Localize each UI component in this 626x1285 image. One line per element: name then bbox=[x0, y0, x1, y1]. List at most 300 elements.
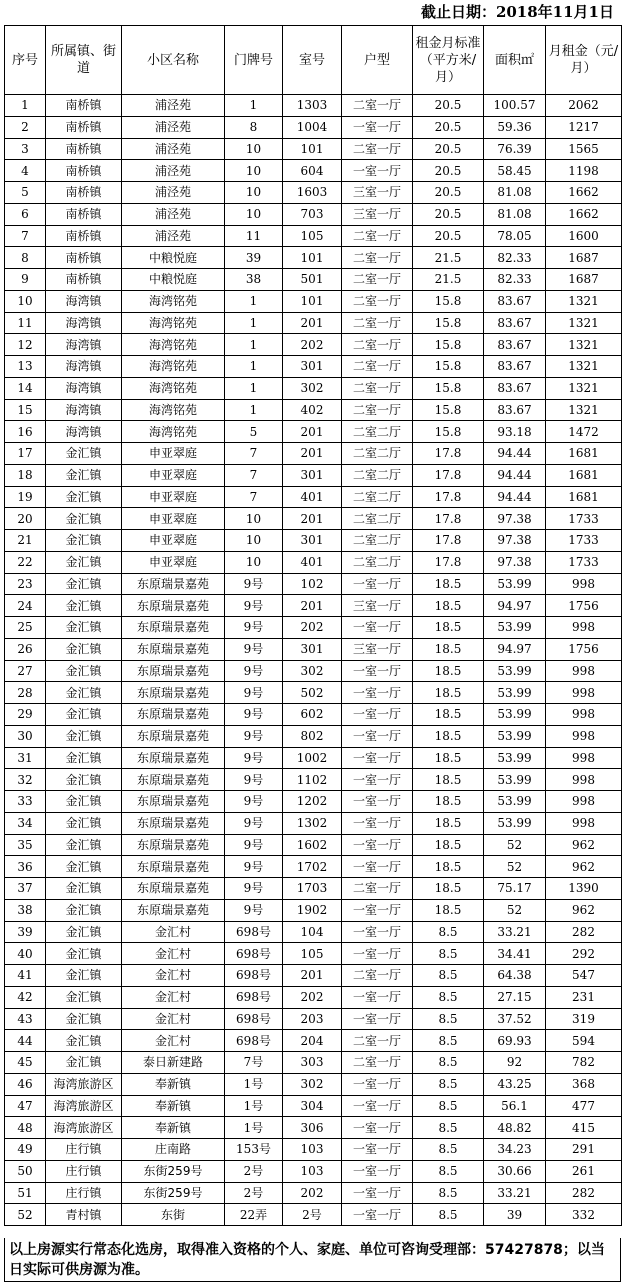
cell-area: 53.99 bbox=[484, 791, 546, 813]
cell-area: 82.33 bbox=[484, 247, 546, 269]
cell-town: 金汇镇 bbox=[46, 1030, 122, 1052]
cell-area: 64.38 bbox=[484, 965, 546, 987]
cell-rent-standard: 18.5 bbox=[413, 638, 484, 660]
cell-town: 南桥镇 bbox=[46, 225, 122, 247]
table-row bbox=[5, 965, 622, 987]
cell-index: 24 bbox=[5, 595, 46, 617]
cell-layout: 一室一厅 bbox=[342, 1008, 413, 1030]
cell-layout: 一室一厅 bbox=[342, 856, 413, 878]
table-row bbox=[5, 443, 622, 465]
cell-community: 东原瑞景嘉苑 bbox=[122, 856, 225, 878]
cell-area: 83.67 bbox=[484, 312, 546, 334]
cell-rent-standard: 18.5 bbox=[413, 682, 484, 704]
cell-town: 金汇镇 bbox=[46, 464, 122, 486]
cell-door-number: 698号 bbox=[225, 965, 283, 987]
cell-layout: 二室二厅 bbox=[342, 508, 413, 530]
cell-monthly-rent: 998 bbox=[546, 682, 622, 704]
cell-door-number: 698号 bbox=[225, 921, 283, 943]
cell-door-number: 10 bbox=[225, 508, 283, 530]
cell-layout: 一室一厅 bbox=[342, 725, 413, 747]
cell-community: 东原瑞景嘉苑 bbox=[122, 791, 225, 813]
cell-town: 海湾旅游区 bbox=[46, 1095, 122, 1117]
cell-town: 金汇镇 bbox=[46, 595, 122, 617]
cell-rent-standard: 8.5 bbox=[413, 1139, 484, 1161]
cell-town: 海湾镇 bbox=[46, 290, 122, 312]
cell-monthly-rent: 1472 bbox=[546, 421, 622, 443]
header-rent-standard: 租金月标准（平方米/月） bbox=[413, 26, 484, 95]
table-row bbox=[5, 704, 622, 726]
cell-layout: 二室一厅 bbox=[342, 95, 413, 117]
table-row bbox=[5, 1117, 622, 1139]
cell-room-number: 1102 bbox=[283, 769, 342, 791]
cell-monthly-rent: 998 bbox=[546, 660, 622, 682]
cell-community: 金汇村 bbox=[122, 1008, 225, 1030]
table-row bbox=[5, 508, 622, 530]
cell-index: 21 bbox=[5, 530, 46, 552]
cell-rent-standard: 8.5 bbox=[413, 1095, 484, 1117]
cell-community: 申亚翠庭 bbox=[122, 464, 225, 486]
cell-rent-standard: 20.5 bbox=[413, 138, 484, 160]
cell-index: 51 bbox=[5, 1182, 46, 1204]
cell-area: 37.52 bbox=[484, 1008, 546, 1030]
cell-door-number: 9号 bbox=[225, 856, 283, 878]
cell-room-number: 602 bbox=[283, 704, 342, 726]
cell-area: 94.44 bbox=[484, 443, 546, 465]
cell-area: 83.67 bbox=[484, 334, 546, 356]
cell-room-number: 1602 bbox=[283, 834, 342, 856]
cell-town: 海湾镇 bbox=[46, 377, 122, 399]
cell-monthly-rent: 1733 bbox=[546, 508, 622, 530]
cell-door-number: 9号 bbox=[225, 878, 283, 900]
cell-town: 南桥镇 bbox=[46, 203, 122, 225]
cell-area: 53.99 bbox=[484, 812, 546, 834]
cell-room-number: 302 bbox=[283, 377, 342, 399]
cell-door-number: 1 bbox=[225, 377, 283, 399]
cell-layout: 一室一厅 bbox=[342, 834, 413, 856]
cell-community: 东街 bbox=[122, 1204, 225, 1226]
cell-index: 37 bbox=[5, 878, 46, 900]
cell-area: 94.44 bbox=[484, 464, 546, 486]
cell-layout: 二室一厅 bbox=[342, 878, 413, 900]
cell-area: 53.99 bbox=[484, 617, 546, 639]
cell-town: 金汇镇 bbox=[46, 943, 122, 965]
cell-rent-standard: 21.5 bbox=[413, 269, 484, 291]
cell-door-number: 698号 bbox=[225, 1008, 283, 1030]
cell-door-number: 9号 bbox=[225, 834, 283, 856]
cell-rent-standard: 20.5 bbox=[413, 182, 484, 204]
cell-index: 45 bbox=[5, 1052, 46, 1074]
cell-door-number: 10 bbox=[225, 203, 283, 225]
cell-door-number: 1 bbox=[225, 95, 283, 117]
table-row bbox=[5, 943, 622, 965]
cell-town: 海湾镇 bbox=[46, 356, 122, 378]
cell-area: 53.99 bbox=[484, 682, 546, 704]
cell-town: 金汇镇 bbox=[46, 965, 122, 987]
cell-door-number: 9号 bbox=[225, 791, 283, 813]
cell-door-number: 7号 bbox=[225, 1052, 283, 1074]
cell-room-number: 1603 bbox=[283, 182, 342, 204]
cell-area: 53.99 bbox=[484, 573, 546, 595]
cell-rent-standard: 15.8 bbox=[413, 334, 484, 356]
cell-index: 29 bbox=[5, 704, 46, 726]
cell-index: 40 bbox=[5, 943, 46, 965]
table-row bbox=[5, 269, 622, 291]
cell-layout: 二室一厅 bbox=[342, 1052, 413, 1074]
header-town: 所属镇、街道 bbox=[46, 26, 122, 95]
deadline-label: 截止日期：2018年11月1日 bbox=[420, 3, 614, 21]
table-row bbox=[5, 899, 622, 921]
table-row bbox=[5, 1052, 622, 1074]
cell-area: 34.41 bbox=[484, 943, 546, 965]
cell-index: 30 bbox=[5, 725, 46, 747]
cell-door-number: 9号 bbox=[225, 573, 283, 595]
cell-layout: 一室一厅 bbox=[342, 791, 413, 813]
cell-monthly-rent: 1687 bbox=[546, 269, 622, 291]
cell-rent-standard: 15.8 bbox=[413, 377, 484, 399]
table-row bbox=[5, 595, 622, 617]
cell-rent-standard: 20.5 bbox=[413, 160, 484, 182]
cell-index: 15 bbox=[5, 399, 46, 421]
cell-community: 东原瑞景嘉苑 bbox=[122, 899, 225, 921]
cell-community: 东原瑞景嘉苑 bbox=[122, 812, 225, 834]
cell-door-number: 9号 bbox=[225, 617, 283, 639]
cell-rent-standard: 8.5 bbox=[413, 1030, 484, 1052]
cell-layout: 二室一厅 bbox=[342, 269, 413, 291]
cell-door-number: 5 bbox=[225, 421, 283, 443]
cell-community: 奉新镇 bbox=[122, 1117, 225, 1139]
cell-door-number: 1 bbox=[225, 334, 283, 356]
cell-rent-standard: 15.8 bbox=[413, 399, 484, 421]
cell-area: 33.21 bbox=[484, 921, 546, 943]
cell-rent-standard: 17.8 bbox=[413, 443, 484, 465]
cell-community: 浦泾苑 bbox=[122, 225, 225, 247]
cell-area: 52 bbox=[484, 834, 546, 856]
table-row bbox=[5, 182, 622, 204]
cell-town: 金汇镇 bbox=[46, 812, 122, 834]
cell-town: 金汇镇 bbox=[46, 508, 122, 530]
cell-index: 20 bbox=[5, 508, 46, 530]
table-row bbox=[5, 1073, 622, 1095]
cell-index: 22 bbox=[5, 551, 46, 573]
table-row bbox=[5, 160, 622, 182]
cell-area: 94.44 bbox=[484, 486, 546, 508]
table-row bbox=[5, 1204, 622, 1226]
cell-room-number: 202 bbox=[283, 1182, 342, 1204]
cell-monthly-rent: 998 bbox=[546, 704, 622, 726]
cell-door-number: 39 bbox=[225, 247, 283, 269]
cell-rent-standard: 8.5 bbox=[413, 965, 484, 987]
cell-community: 海湾铭苑 bbox=[122, 290, 225, 312]
table-row bbox=[5, 486, 622, 508]
table-row bbox=[5, 95, 622, 117]
cell-layout: 三室一厅 bbox=[342, 595, 413, 617]
cell-room-number: 502 bbox=[283, 682, 342, 704]
cell-room-number: 105 bbox=[283, 225, 342, 247]
cell-rent-standard: 8.5 bbox=[413, 1073, 484, 1095]
cell-area: 94.97 bbox=[484, 638, 546, 660]
header-monthly-rent: 月租金（元/月） bbox=[546, 26, 622, 95]
cell-area: 78.05 bbox=[484, 225, 546, 247]
cell-layout: 一室一厅 bbox=[342, 747, 413, 769]
header-index: 序号 bbox=[5, 26, 46, 95]
cell-rent-standard: 8.5 bbox=[413, 1204, 484, 1226]
cell-monthly-rent: 1321 bbox=[546, 290, 622, 312]
cell-town: 庄行镇 bbox=[46, 1182, 122, 1204]
cell-room-number: 306 bbox=[283, 1117, 342, 1139]
cell-layout: 一室一厅 bbox=[342, 1182, 413, 1204]
cell-layout: 一室一厅 bbox=[342, 660, 413, 682]
cell-area: 83.67 bbox=[484, 356, 546, 378]
cell-index: 10 bbox=[5, 290, 46, 312]
cell-monthly-rent: 332 bbox=[546, 1204, 622, 1226]
table-row bbox=[5, 617, 622, 639]
cell-layout: 一室一厅 bbox=[342, 1160, 413, 1182]
cell-town: 海湾旅游区 bbox=[46, 1117, 122, 1139]
cell-area: 83.67 bbox=[484, 399, 546, 421]
cell-room-number: 1902 bbox=[283, 899, 342, 921]
cell-room-number: 1303 bbox=[283, 95, 342, 117]
cell-rent-standard: 18.5 bbox=[413, 899, 484, 921]
cell-layout: 二室二厅 bbox=[342, 464, 413, 486]
cell-door-number: 9号 bbox=[225, 769, 283, 791]
cell-town: 南桥镇 bbox=[46, 116, 122, 138]
cell-area: 27.15 bbox=[484, 986, 546, 1008]
cell-door-number: 7 bbox=[225, 486, 283, 508]
cell-rent-standard: 15.8 bbox=[413, 421, 484, 443]
cell-community: 浦泾苑 bbox=[122, 160, 225, 182]
cell-community: 金汇村 bbox=[122, 1030, 225, 1052]
cell-index: 16 bbox=[5, 421, 46, 443]
cell-rent-standard: 8.5 bbox=[413, 921, 484, 943]
cell-community: 海湾铭苑 bbox=[122, 399, 225, 421]
cell-rent-standard: 18.5 bbox=[413, 812, 484, 834]
table-row bbox=[5, 399, 622, 421]
cell-index: 42 bbox=[5, 986, 46, 1008]
cell-index: 35 bbox=[5, 834, 46, 856]
cell-town: 海湾旅游区 bbox=[46, 1073, 122, 1095]
cell-community: 申亚翠庭 bbox=[122, 508, 225, 530]
cell-layout: 一室一厅 bbox=[342, 986, 413, 1008]
cell-room-number: 1002 bbox=[283, 747, 342, 769]
cell-rent-standard: 20.5 bbox=[413, 225, 484, 247]
cell-index: 1 bbox=[5, 95, 46, 117]
cell-community: 东原瑞景嘉苑 bbox=[122, 617, 225, 639]
cell-room-number: 102 bbox=[283, 573, 342, 595]
cell-monthly-rent: 998 bbox=[546, 725, 622, 747]
header-row bbox=[5, 26, 622, 95]
cell-room-number: 304 bbox=[283, 1095, 342, 1117]
cell-town: 南桥镇 bbox=[46, 95, 122, 117]
cell-rent-standard: 17.8 bbox=[413, 464, 484, 486]
cell-room-number: 401 bbox=[283, 486, 342, 508]
cell-community: 东原瑞景嘉苑 bbox=[122, 769, 225, 791]
cell-area: 53.99 bbox=[484, 725, 546, 747]
cell-index: 25 bbox=[5, 617, 46, 639]
cell-town: 金汇镇 bbox=[46, 834, 122, 856]
cell-monthly-rent: 368 bbox=[546, 1073, 622, 1095]
cell-community: 泰日新建路 bbox=[122, 1052, 225, 1074]
table-row bbox=[5, 1095, 622, 1117]
cell-index: 2 bbox=[5, 116, 46, 138]
cell-room-number: 203 bbox=[283, 1008, 342, 1030]
cell-community: 奉新镇 bbox=[122, 1095, 225, 1117]
cell-index: 3 bbox=[5, 138, 46, 160]
cell-door-number: 9号 bbox=[225, 725, 283, 747]
header-door-number: 门牌号 bbox=[225, 26, 283, 95]
cell-community: 申亚翠庭 bbox=[122, 530, 225, 552]
cell-index: 34 bbox=[5, 812, 46, 834]
cell-rent-standard: 8.5 bbox=[413, 1160, 484, 1182]
cell-town: 南桥镇 bbox=[46, 247, 122, 269]
cell-door-number: 9号 bbox=[225, 660, 283, 682]
cell-community: 浦泾苑 bbox=[122, 182, 225, 204]
cell-room-number: 402 bbox=[283, 399, 342, 421]
cell-rent-standard: 8.5 bbox=[413, 1008, 484, 1030]
cell-index: 28 bbox=[5, 682, 46, 704]
header-layout: 户型 bbox=[342, 26, 413, 95]
cell-monthly-rent: 998 bbox=[546, 791, 622, 813]
table-row bbox=[5, 1008, 622, 1030]
cell-monthly-rent: 1198 bbox=[546, 160, 622, 182]
table-row bbox=[5, 203, 622, 225]
cell-index: 13 bbox=[5, 356, 46, 378]
cell-rent-standard: 8.5 bbox=[413, 1117, 484, 1139]
cell-community: 庄南路 bbox=[122, 1139, 225, 1161]
cell-room-number: 101 bbox=[283, 138, 342, 160]
cell-town: 金汇镇 bbox=[46, 638, 122, 660]
cell-door-number: 9号 bbox=[225, 899, 283, 921]
cell-layout: 一室一厅 bbox=[342, 943, 413, 965]
cell-monthly-rent: 1321 bbox=[546, 356, 622, 378]
table-row bbox=[5, 1139, 622, 1161]
cell-room-number: 604 bbox=[283, 160, 342, 182]
cell-door-number: 9号 bbox=[225, 595, 283, 617]
cell-index: 43 bbox=[5, 1008, 46, 1030]
table-row bbox=[5, 682, 622, 704]
cell-layout: 二室二厅 bbox=[342, 551, 413, 573]
cell-layout: 一室一厅 bbox=[342, 812, 413, 834]
cell-index: 41 bbox=[5, 965, 46, 987]
cell-door-number: 1号 bbox=[225, 1095, 283, 1117]
cell-community: 东原瑞景嘉苑 bbox=[122, 704, 225, 726]
cell-layout: 一室一厅 bbox=[342, 160, 413, 182]
cell-index: 26 bbox=[5, 638, 46, 660]
cell-layout: 二室一厅 bbox=[342, 290, 413, 312]
cell-door-number: 1 bbox=[225, 399, 283, 421]
cell-rent-standard: 18.5 bbox=[413, 856, 484, 878]
cell-rent-standard: 18.5 bbox=[413, 595, 484, 617]
cell-layout: 二室一厅 bbox=[342, 1030, 413, 1052]
cell-index: 4 bbox=[5, 160, 46, 182]
table-row bbox=[5, 530, 622, 552]
cell-town: 金汇镇 bbox=[46, 551, 122, 573]
cell-monthly-rent: 1565 bbox=[546, 138, 622, 160]
cell-area: 97.38 bbox=[484, 530, 546, 552]
table-row bbox=[5, 464, 622, 486]
cell-rent-standard: 18.5 bbox=[413, 573, 484, 595]
cell-room-number: 202 bbox=[283, 986, 342, 1008]
cell-town: 金汇镇 bbox=[46, 486, 122, 508]
cell-monthly-rent: 1756 bbox=[546, 638, 622, 660]
table-row bbox=[5, 725, 622, 747]
cell-monthly-rent: 1681 bbox=[546, 443, 622, 465]
cell-town: 海湾镇 bbox=[46, 399, 122, 421]
cell-index: 47 bbox=[5, 1095, 46, 1117]
cell-town: 金汇镇 bbox=[46, 899, 122, 921]
cell-layout: 二室一厅 bbox=[342, 334, 413, 356]
cell-area: 53.99 bbox=[484, 747, 546, 769]
table-row bbox=[5, 116, 622, 138]
cell-rent-standard: 8.5 bbox=[413, 1052, 484, 1074]
cell-layout: 二室二厅 bbox=[342, 421, 413, 443]
cell-door-number: 9号 bbox=[225, 682, 283, 704]
cell-index: 46 bbox=[5, 1073, 46, 1095]
cell-layout: 二室二厅 bbox=[342, 530, 413, 552]
cell-area: 97.38 bbox=[484, 508, 546, 530]
cell-town: 金汇镇 bbox=[46, 791, 122, 813]
cell-monthly-rent: 998 bbox=[546, 747, 622, 769]
cell-room-number: 1703 bbox=[283, 878, 342, 900]
cell-door-number: 2号 bbox=[225, 1160, 283, 1182]
cell-index: 19 bbox=[5, 486, 46, 508]
cell-index: 32 bbox=[5, 769, 46, 791]
table-row bbox=[5, 225, 622, 247]
table-row bbox=[5, 573, 622, 595]
cell-room-number: 2号 bbox=[283, 1204, 342, 1226]
cell-index: 27 bbox=[5, 660, 46, 682]
cell-room-number: 802 bbox=[283, 725, 342, 747]
cell-layout: 一室一厅 bbox=[342, 1095, 413, 1117]
cell-town: 金汇镇 bbox=[46, 921, 122, 943]
cell-community: 东原瑞景嘉苑 bbox=[122, 747, 225, 769]
table-row bbox=[5, 138, 622, 160]
cell-room-number: 101 bbox=[283, 290, 342, 312]
cell-door-number: 8 bbox=[225, 116, 283, 138]
cell-community: 东街259号 bbox=[122, 1182, 225, 1204]
table-row bbox=[5, 921, 622, 943]
cell-rent-standard: 18.5 bbox=[413, 617, 484, 639]
cell-monthly-rent: 547 bbox=[546, 965, 622, 987]
cell-door-number: 9号 bbox=[225, 747, 283, 769]
cell-layout: 一室一厅 bbox=[342, 1073, 413, 1095]
cell-door-number: 22弄 bbox=[225, 1204, 283, 1226]
cell-index: 49 bbox=[5, 1139, 46, 1161]
cell-index: 18 bbox=[5, 464, 46, 486]
cell-layout: 一室一厅 bbox=[342, 1139, 413, 1161]
cell-area: 58.45 bbox=[484, 160, 546, 182]
cell-town: 金汇镇 bbox=[46, 769, 122, 791]
cell-community: 东原瑞景嘉苑 bbox=[122, 878, 225, 900]
cell-monthly-rent: 291 bbox=[546, 1139, 622, 1161]
cell-community: 中粮悦庭 bbox=[122, 247, 225, 269]
cell-area: 53.99 bbox=[484, 704, 546, 726]
cell-room-number: 301 bbox=[283, 638, 342, 660]
cell-town: 金汇镇 bbox=[46, 986, 122, 1008]
cell-town: 海湾镇 bbox=[46, 334, 122, 356]
cell-room-number: 201 bbox=[283, 312, 342, 334]
cell-community: 金汇村 bbox=[122, 943, 225, 965]
cell-community: 海湾铭苑 bbox=[122, 377, 225, 399]
table-row bbox=[5, 334, 622, 356]
cell-room-number: 703 bbox=[283, 203, 342, 225]
cell-room-number: 202 bbox=[283, 617, 342, 639]
cell-area: 93.18 bbox=[484, 421, 546, 443]
table-row bbox=[5, 856, 622, 878]
cell-room-number: 201 bbox=[283, 965, 342, 987]
cell-community: 东原瑞景嘉苑 bbox=[122, 682, 225, 704]
cell-town: 南桥镇 bbox=[46, 269, 122, 291]
cell-area: 69.93 bbox=[484, 1030, 546, 1052]
